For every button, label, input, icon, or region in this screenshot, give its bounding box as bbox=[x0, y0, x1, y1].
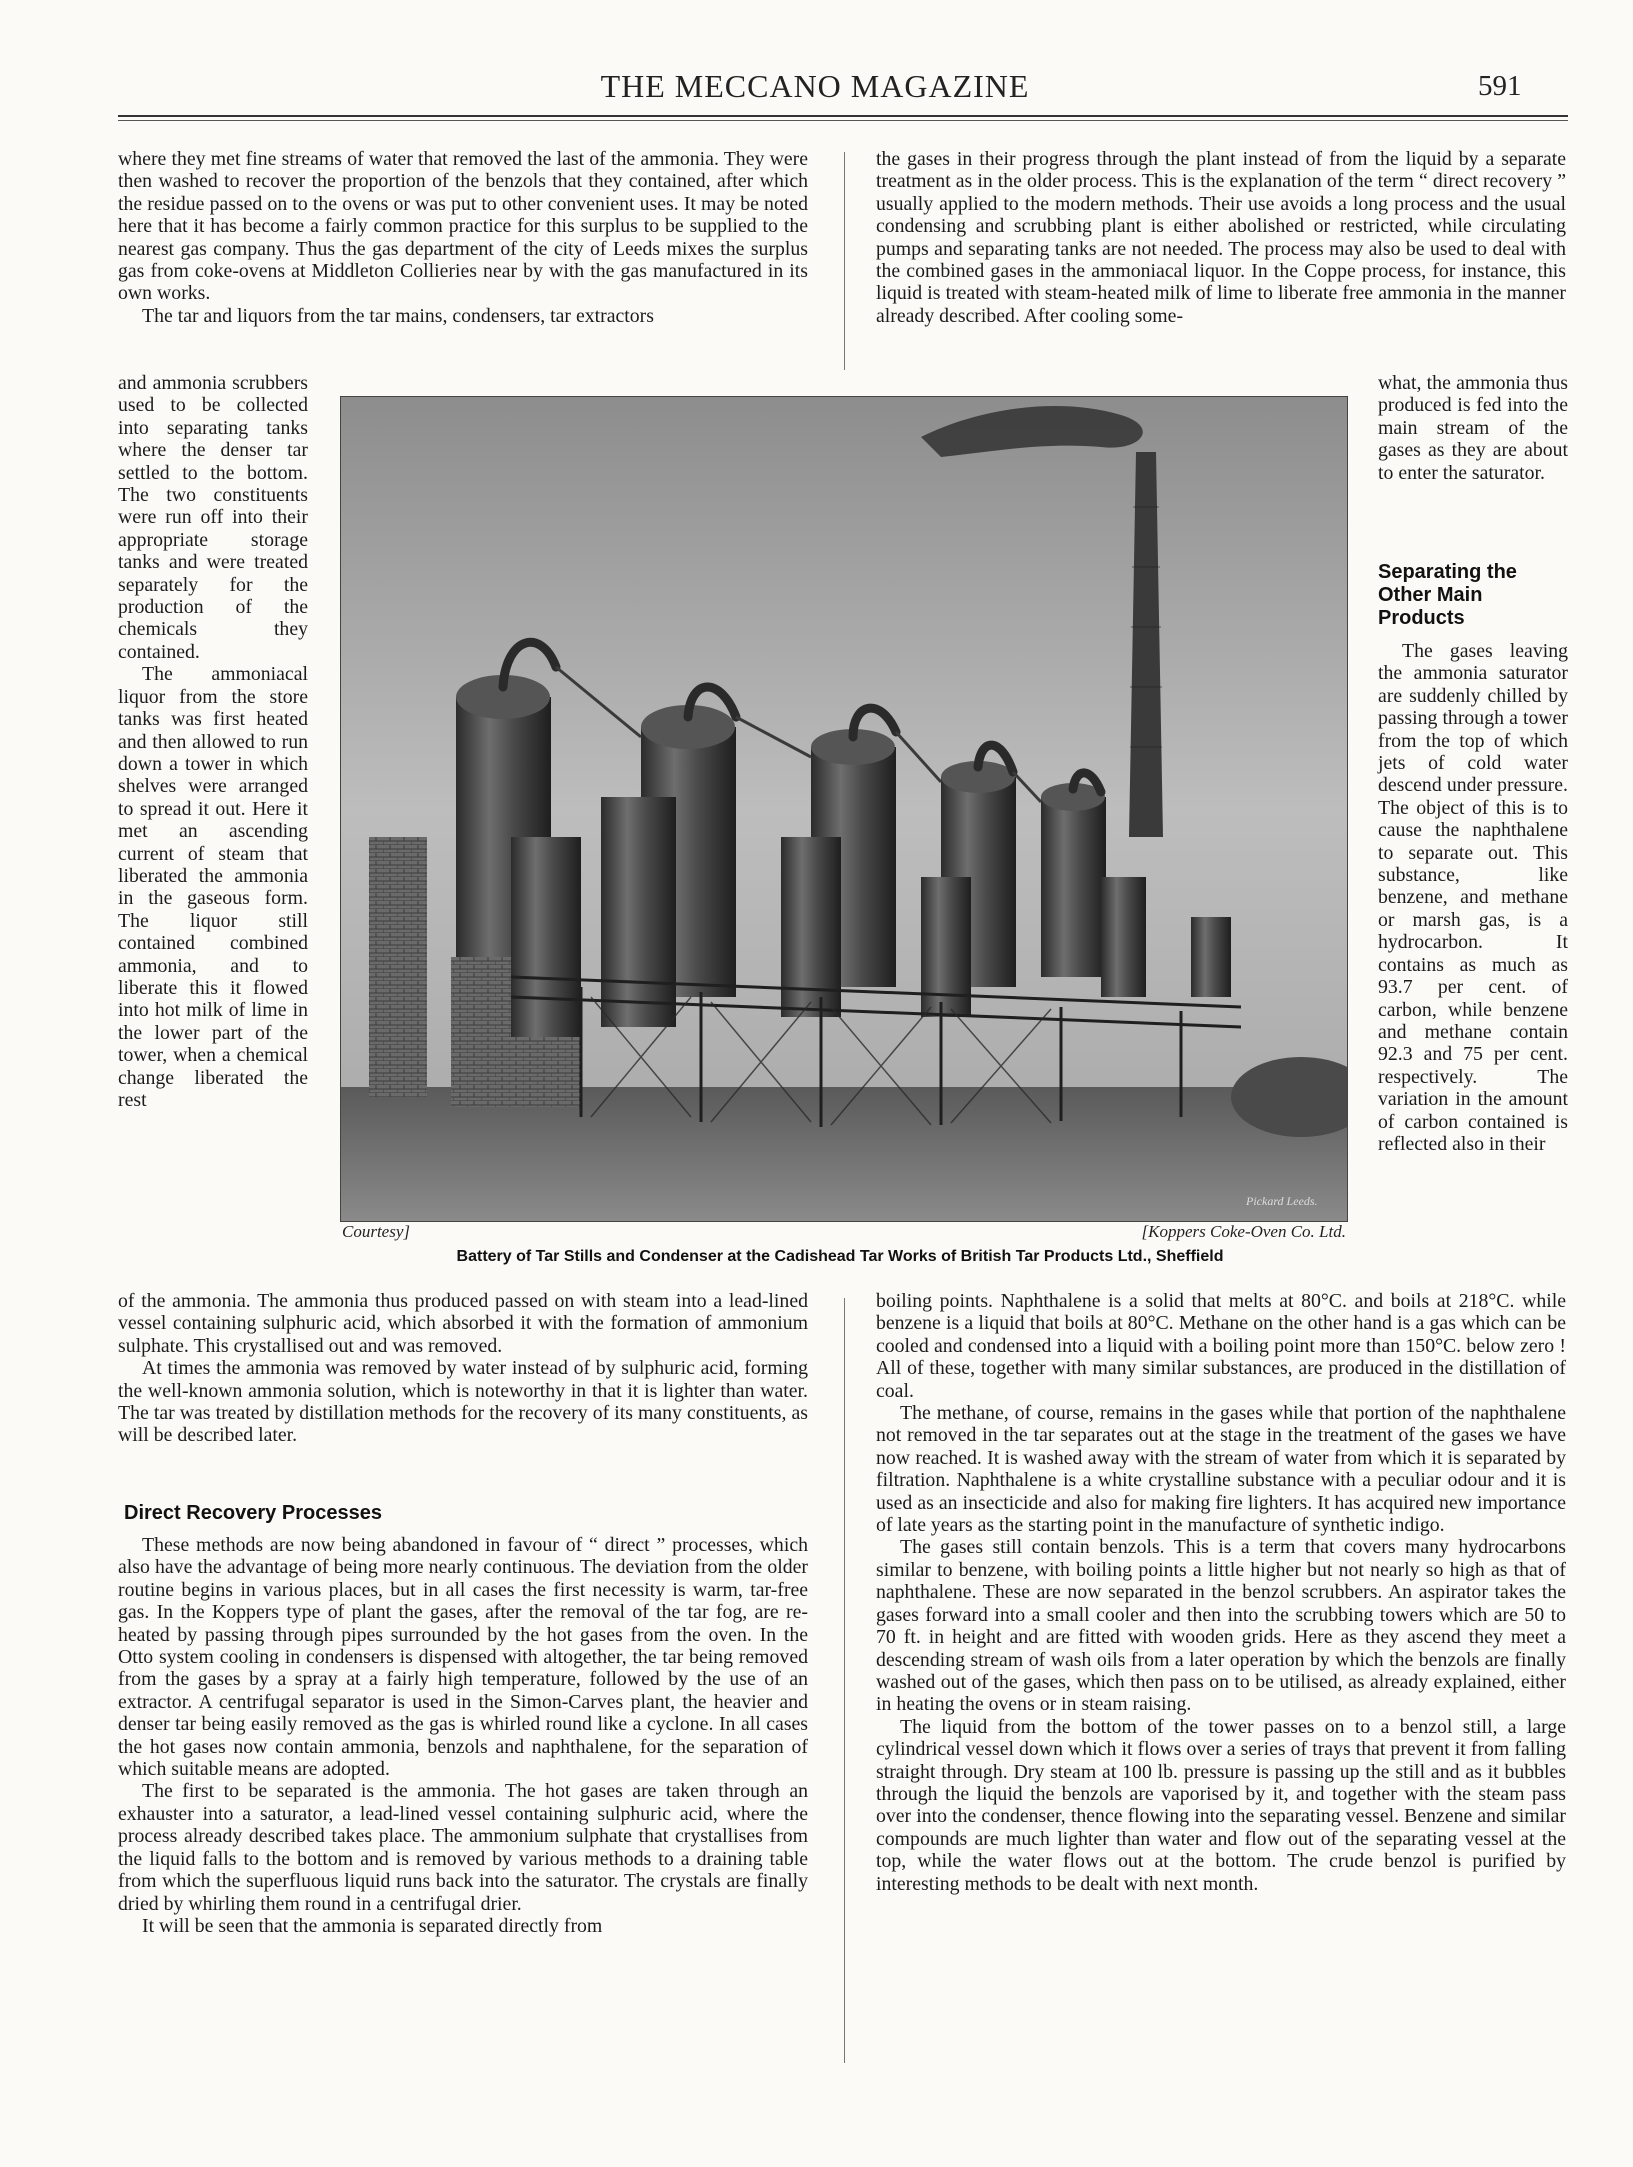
paragraph: It will be seen that the ammonia is separated directly from bbox=[142, 1914, 603, 1937]
header-rule-thin bbox=[118, 120, 1568, 121]
paragraph: These methods are now being abandoned in favour of “ direct ” processes, which also have the advantage of being more nearly continuous. The deviation from the older routine begins in various places, but in all cases the first necessity is warm, tar-free gas. In the Koppers type of plant the gases, after the removal of the tar fog, are re-heated by passing through pipes surrounded by the hot gases from the oven. In the Otto system cooling in condensers is dispensed with altogether, the tar being removed from the gases by a spray at a fairly high temperature, followed by the use of an extractor. A centrifugal separator is used in the Simon-Carves plant, the heavier and denser tar being easily removed as the gas is whirled round like a cyclone. In all cases the hot gases now contain ammonia, benzols and naphthalene, for the separation of which suitable means are adopted. bbox=[118, 1534, 808, 1781]
column-divider-top bbox=[844, 152, 845, 370]
right-column-bottom bbox=[876, 1290, 1566, 1895]
paragraph: boiling points. Naphthalene is a solid that melts at 80°C. and boils at 218°C. while benzene is a liquid that boils at 80°C. Methane on the other hand is a gas which can be cooled and condensed into a liquid with a boiling point more than 150°C. below zero ! All of these, together with many similar substances, are produced in the distillation of coal. bbox=[876, 1290, 1566, 1402]
paragraph: The tar and liquors from the tar mains, condensers, tar extractors bbox=[142, 304, 654, 327]
left-column-top bbox=[118, 148, 808, 327]
left-column-bottom-cont bbox=[118, 1534, 808, 1937]
right-column-narrow-cont bbox=[1378, 640, 1568, 1155]
paragraph: the gases in their progress through the plant instead of from the liquid by a separate treatment as in the older process. This is the explanation of the term “ direct recovery ” usually applied to the modern methods. Their use avoids a long process and the usual condensing and scrubbing plant is either abolished or restricted, while circulating pumps and separating tanks are not needed. The process may also be used to deal with the combined gases in the ammoniacal liquor. In the Coppe process, for instance, this liquid is treated with steam-heated milk of lime to liberate free ammonia in the manner already described. After cooling some- bbox=[876, 148, 1566, 327]
paragraph: of the ammonia. The ammonia thus produced passed on with steam into a lead-lined vessel containing sulphuric acid, which absorbed it with the formation of ammonium sulphate. This crystallised out and was removed. bbox=[118, 1290, 808, 1357]
paragraph: The gases leaving the ammonia saturator are suddenly chilled by passing through a tower from the top of which jets of cold water descend under pressure. The object of this is to cause the naphthalene to separate out. This substance, like benzene, and methane or marsh gas, is a hydrocarbon. It contains as much as 93.7 per cent. of carbon, while benzene and methane contain 92.3 and 75 per cent. respectively. The variation in the amount of carbon contained is reflected also in their bbox=[1378, 640, 1568, 1155]
paragraph: The liquid from the bottom of the tower passes on to a benzol still, a large cylindrical vessel down which it flows over a series of trays that prevent it from falling straight through. Dry steam at 100 lb. pressure is passing up the still and as it bubbles through the liquid the benzols are vaporised by it, and together with the steam pass over into the condenser, thence flowing into the separating vessel. Benzene and similar compounds are much lighter than water and flow out of the separating vessel at the top, while the water flows out at the bottom. The crude benzol is purified by interesting methods to be dealt with next month. bbox=[876, 1715, 1566, 1895]
section-heading-direct-recovery: Direct Recovery Processes bbox=[124, 1502, 382, 1524]
paragraph: The methane, of course, remains in the gases while that portion of the naphthalene not removed in the tar separates out at the stage in the treatment of the gases we have now reached. It is washed away with the stream of water from which it is separated by filtration. Naphthalene is a white crystalline substance with a peculiar odour and it is used as an insecticide and also for making fire lighters. It has acquired new importance of late years as the starting point in the manufacture of synthetic indigo. bbox=[876, 1402, 1566, 1537]
photographer-mark: Pickard Leeds. bbox=[1246, 1194, 1318, 1208]
paragraph: The ammoniacal liquor from the store tanks was first heated and then allowed to run down a tower in which shelves were arranged to spread it out. Here it met an ascending current of steam that liberated the ammonia in the gaseous form. The liquor still contained combined ammonia, and to liberate this it flowed into hot milk of lime in the lower part of the tower, when a chemical change liberated the rest bbox=[118, 663, 308, 1111]
paragraph: At times the ammonia was removed by water instead of by sulphuric acid, forming the well-known ammonia solution, which is noteworthy in that it is lighter than water. The tar was treated by distillation methods for the recovery of its many constituents, as will be described later. bbox=[118, 1357, 808, 1447]
paragraph: and ammonia scrubbers used to be collected into separating tanks where the denser tar settled to the bottom. The two constituents were run off into their appropriate storage tanks and were treated separately for the production of the chemicals they contained. bbox=[118, 372, 308, 663]
paragraph: The gases still contain benzols. This is a term that covers many hydrocarbons similar to benzene, with boiling points a little higher but not nearly so high as that of naphthalene. These are now separated in the benzol scrubbers. An aspirator takes the gases forward into a small cooler and then into the scrubbing towers which are 50 to 70 ft. in height and are fitted with wooden grids. Here as they ascend they meet a descending stream of wash oils from a later operation by which the benzols are finally washed out of the gases, which then pass on to be utilised, as already explained, either in heating the ovens or in steam raising. bbox=[876, 1536, 1566, 1716]
paragraph: The first to be separated is the ammonia. The hot gases are taken through an exhauster into a saturator, a lead-lined vessel containing sulphuric acid, where the process already described takes place. The ammonium sulphate that crystallises from the liquid falls to the bottom and is removed by various methods to a draining table from which the superfluous liquid runs back into the saturator. The crystals are finally dried by whirling them round in a centrifugal drier. bbox=[118, 1780, 808, 1915]
right-column-top bbox=[876, 148, 1566, 327]
right-column-narrow bbox=[1378, 372, 1568, 484]
header-rule bbox=[118, 115, 1568, 117]
photo-credit-right: [Koppers Coke-Oven Co. Ltd. bbox=[1141, 1222, 1346, 1241]
photo-credit-left: Courtesy] bbox=[342, 1222, 410, 1241]
tar-stills-photograph bbox=[340, 396, 1348, 1222]
section-heading-separating: Separating the Other Main Products bbox=[1378, 561, 1517, 629]
page-number: 591 bbox=[1478, 70, 1522, 102]
left-column-narrow bbox=[118, 372, 308, 1111]
paragraph: where they met fine streams of water that removed the last of the ammonia. They were then washed to recover the proportion of the benzols that they contained, after which the residue passed on to the ovens or was put to other convenient uses. It may be noted here that it has become a fairly common practice for this surplus to be supplied to the nearest gas company. Thus the gas department of the city of Leeds mixes the surplus gas from coke-ovens at Middleton Collieries near by with the gas manufactured in its own works. bbox=[118, 148, 808, 305]
magazine-title: THE MECCANO MAGAZINE bbox=[600, 68, 1030, 104]
paragraph: what, the ammonia thus produced is fed into the main stream of the gases as they are about to enter the saturator. bbox=[1378, 372, 1568, 484]
photo-caption: Battery of Tar Stills and Condenser at the Cadishead Tar Works of British Tar Products Ltd., Sheffield bbox=[456, 1248, 1224, 1265]
column-divider-bottom bbox=[844, 1298, 845, 2063]
left-column-bottom bbox=[118, 1290, 808, 1447]
